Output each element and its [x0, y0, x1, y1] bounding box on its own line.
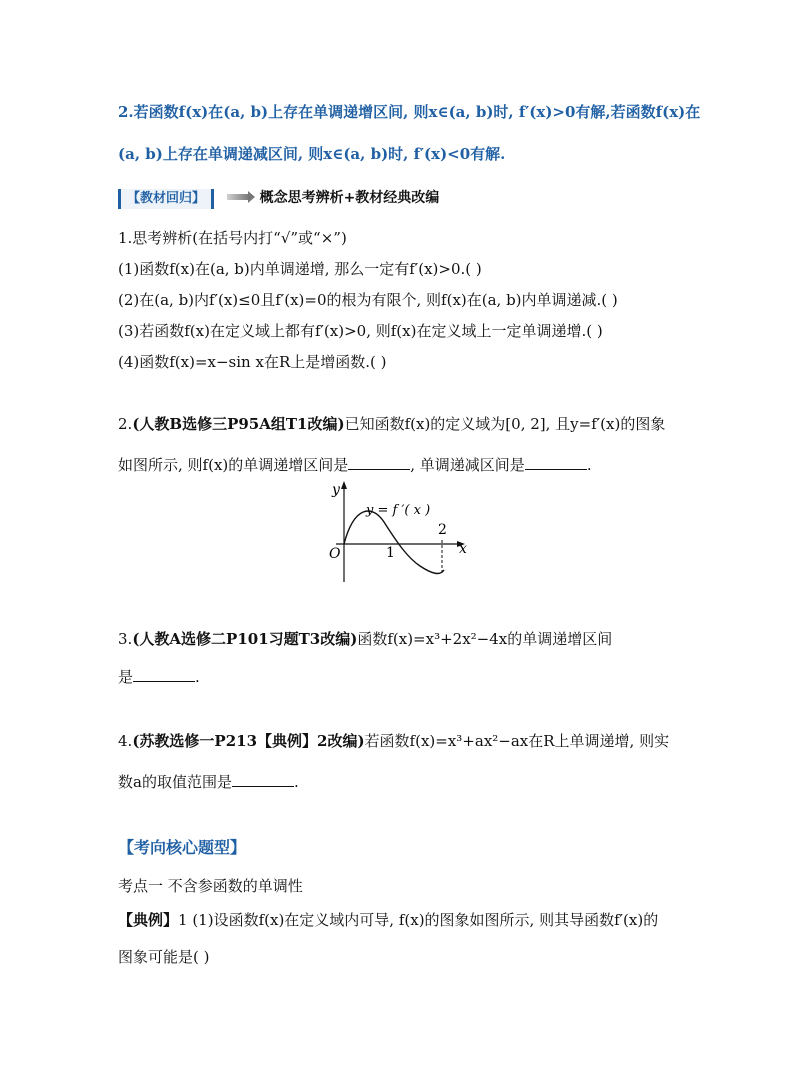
review-tag: 【教材回归】: [118, 189, 214, 209]
example-text-1: 1 (1)设函数f(x)在定义域内可导, f(x)的图象如图所示, 则其导函数f′(x)的: [178, 911, 659, 929]
q4-source: (苏教选修一P213【典例】2改编): [132, 732, 365, 750]
q2-line-2: [118, 455, 592, 475]
q3-source: (人教A选修二P101习题T3改编): [132, 630, 358, 648]
answer-blank[interactable]: [348, 455, 410, 470]
q1-item-2: (2)在(a, b)内f′(x)≤0且f′(x)=0的根为有限个, 则f(x)在(a, b)内单调递减.( ): [118, 291, 618, 309]
q2-text-1: 已知函数f(x)的定义域为[0, 2], 且y=f′(x)的图象: [344, 415, 666, 433]
label-y: y: [332, 482, 340, 498]
q3-text-2b: .: [195, 668, 200, 686]
q2-source: (人教B选修三P95A组T1改编): [132, 415, 345, 433]
answer-blank[interactable]: [525, 455, 587, 470]
q2-prefix: 2.: [118, 415, 133, 433]
q3-text-2a: 是: [118, 668, 134, 686]
q1-item-1: (1)函数f(x)在(a, b)内单调递增, 那么一定有f′(x)>0.( ): [118, 260, 482, 278]
answer-blank[interactable]: [232, 772, 294, 787]
q2-line-1: [118, 414, 665, 434]
q1-item-4: (4)函数f(x)=x−sin x在R上是增函数.( ): [118, 353, 387, 371]
q3-prefix: 3.: [118, 630, 133, 648]
q2-text-2c: .: [586, 456, 592, 474]
example-line-1: [118, 910, 658, 930]
topic-title: 考点一 不含参函数的单调性: [118, 877, 303, 895]
answer-blank[interactable]: [133, 667, 195, 682]
q1-item-3: (3)若函数f(x)在定义域上都有f′(x)>0, 则f(x)在定义域上一定单调递增.( ): [118, 322, 603, 340]
review-subtitle: 概念思考辨析+教材经典改编: [259, 190, 440, 206]
intro-line-1: 2.若函数f(x)在(a, b)上存在单调递增区间, 则x∈(a, b)时, f′(x)>0有解,若函数f(x)在: [118, 103, 701, 121]
example-tag: 【典例】: [118, 911, 179, 929]
y-axis-arrow: [341, 481, 347, 489]
q4-line-1: [118, 731, 669, 751]
q1-title: 1.思考辨析(在括号内打“√”或“×”): [118, 229, 347, 247]
q4-line-2: [118, 772, 299, 792]
derivative-graph: [320, 478, 480, 588]
q3-line-1: [118, 629, 612, 649]
derivative-curve: [344, 511, 444, 573]
q4-prefix: 4.: [118, 732, 133, 750]
label-origin: O: [329, 546, 341, 562]
q4-text-1: 若函数f(x)=x³+ax²−ax在R上单调递增, 则实: [364, 732, 670, 750]
section-heading: 【考向核心题型】: [118, 838, 247, 857]
q2-text-2b: , 单调递减区间是: [410, 456, 525, 474]
curve-label: y = f ′( x ): [366, 503, 431, 518]
intro-line-2: (a, b)上存在单调递减区间, 则x∈(a, b)时, f′(x)<0有解.: [118, 145, 506, 163]
q2-text-2a: 如图所示, 则f(x)的单调递增区间是: [118, 456, 349, 474]
label-x: x: [459, 541, 467, 557]
label-two: 2: [438, 522, 447, 538]
arrow-icon: [227, 194, 249, 200]
review-header: [118, 187, 439, 209]
q3-text-1: 函数f(x)=x³+2x²−4x的单调递增区间: [357, 630, 613, 648]
q4-text-2a: 数a的取值范围是: [118, 773, 232, 791]
example-line-2: 图象可能是( ): [118, 948, 210, 966]
q4-text-2b: .: [293, 773, 299, 791]
label-one: 1: [386, 545, 395, 561]
q3-line-2: [118, 667, 200, 687]
